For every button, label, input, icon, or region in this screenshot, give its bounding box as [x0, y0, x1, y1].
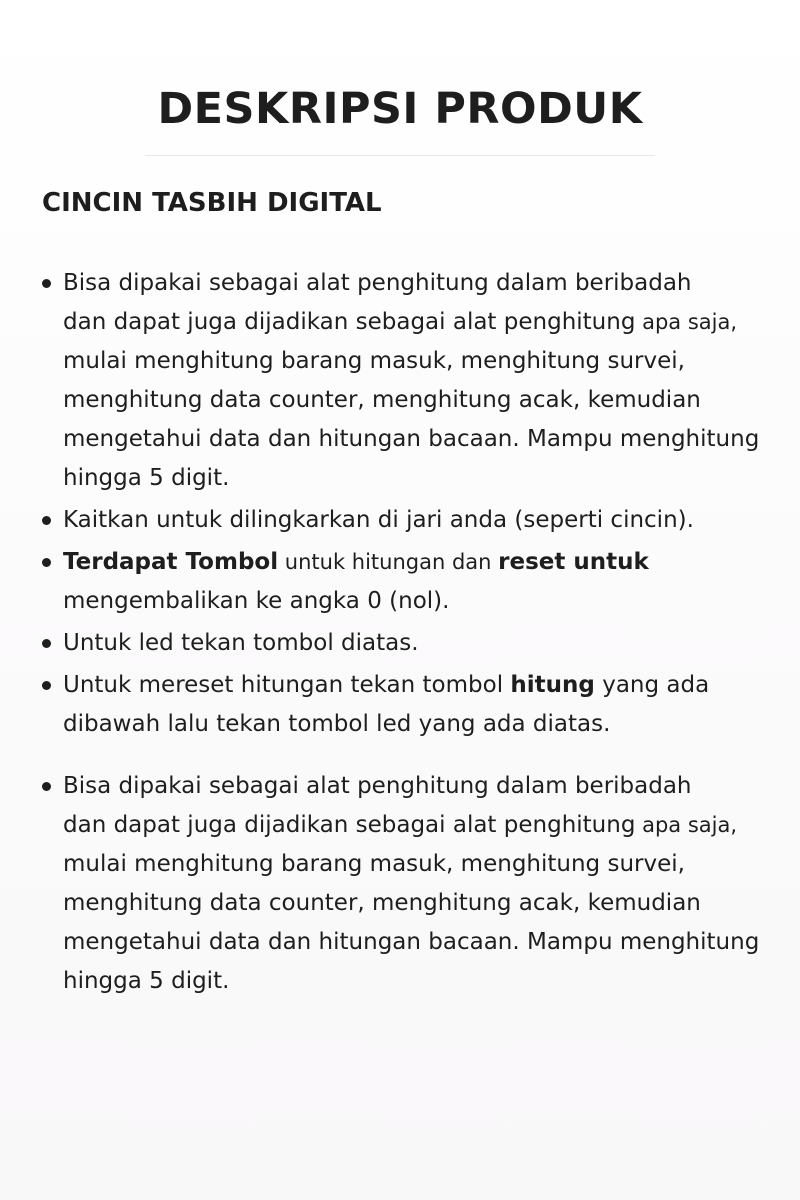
- feature-text-line: dan dapat juga dijadikan sebagai alat penghitung: [63, 309, 636, 335]
- feature-text-line: mulai menghitung barang masuk, menghitung survei,: [63, 851, 685, 877]
- bullet-icon: [42, 279, 51, 288]
- feature-bold-text: reset untuk: [498, 549, 649, 575]
- title-divider: [145, 155, 655, 156]
- feature-text-line: Kaitkan untuk dilingkarkan di jari anda (seperti cincin).: [63, 507, 694, 533]
- feature-text-line: dibawah lalu tekan tombol led yang ada diatas.: [63, 711, 611, 737]
- feature-list: [40, 264, 785, 747]
- feature-text-line: mengetahui data dan hitungan bacaan. Mampu menghitung: [63, 426, 760, 452]
- feature-item-ring-wear: [40, 501, 785, 540]
- feature-item-counter-usage: [40, 767, 785, 1001]
- feature-bold-text: Terdapat Tombol: [63, 549, 279, 575]
- bullet-icon: [42, 558, 51, 567]
- feature-list: [40, 767, 785, 1004]
- feature-text-line: Bisa dipakai sebagai alat penghitung dalam beribadah: [63, 270, 692, 296]
- feature-text-line: Untuk mereset hitungan tekan tombol: [63, 672, 511, 698]
- feature-text-line: menghitung data counter, menghitung acak, kemudian: [63, 890, 701, 916]
- feature-bold-text: hitung: [510, 672, 595, 698]
- bullet-icon: [42, 782, 51, 791]
- bullet-icon: [42, 516, 51, 525]
- page-title: DESKRIPSI PRODUK: [157, 84, 643, 134]
- bullet-icon: [42, 639, 51, 648]
- feature-text-line: Untuk led tekan tombol diatas.: [63, 630, 419, 656]
- feature-text-line: dan dapat juga dijadikan sebagai alat penghitung: [63, 812, 636, 838]
- bullet-icon: [42, 681, 51, 690]
- feature-text-line: mengembalikan ke angka 0 (nol).: [63, 588, 450, 614]
- feature-text-line: apa saja,: [635, 813, 738, 837]
- feature-text-line: yang ada: [594, 672, 710, 698]
- feature-item-reset: [40, 666, 785, 744]
- feature-item-buttons: [40, 543, 785, 621]
- feature-item-counter-usage: [40, 264, 785, 498]
- feature-text-line: apa saja,: [635, 310, 738, 334]
- product-name: CINCIN TASBIH DIGITAL: [42, 188, 382, 218]
- feature-text-line: hingga 5 digit.: [63, 465, 230, 491]
- feature-text-line: Bisa dipakai sebagai alat penghitung dalam beribadah: [63, 773, 692, 799]
- feature-item-led: [40, 624, 785, 663]
- feature-text-line: hingga 5 digit.: [63, 968, 230, 994]
- feature-text-line: untuk hitungan dan: [278, 550, 499, 574]
- feature-text-line: mulai menghitung barang masuk, menghitung survei,: [63, 348, 685, 374]
- feature-text-line: menghitung data counter, menghitung acak, kemudian: [63, 387, 701, 413]
- feature-text-line: mengetahui data dan hitungan bacaan. Mampu menghitung: [63, 929, 760, 955]
